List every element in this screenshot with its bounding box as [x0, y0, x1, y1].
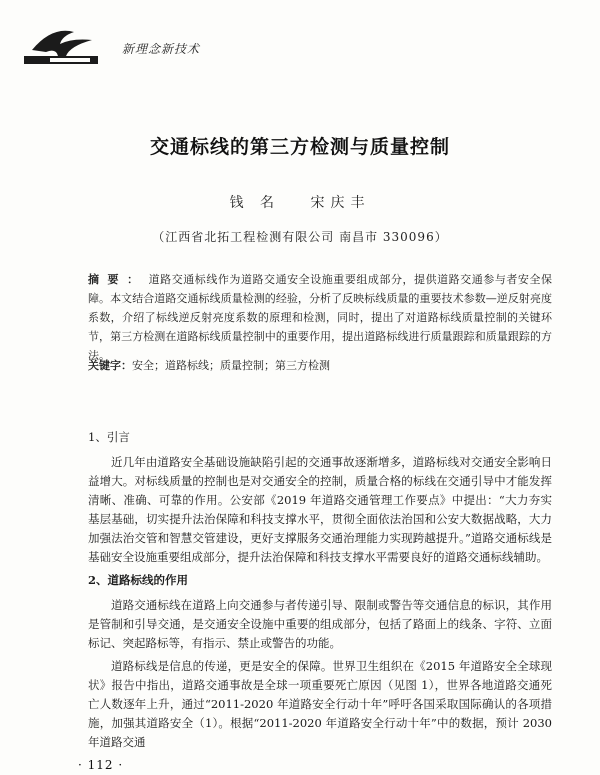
article-title: 交通标线的第三方检测与质量控制	[149, 136, 450, 158]
abstract-text: 道路交通标线作为道路交通安全设施重要组成部分，提供道路交通参与者安全保障。本文结合道路交通标线质量检测的经验，分析了反映标线质量的重要技术参数—逆反射亮度系数，介绍了标线逆反射亮度系数的原理和检测，同时，提出了对道路标线质量控制的关键环节，第三方检测在道路标线质量控制中的重要作用，提出道路标线进行质量跟踪和质量跟踪的方法。	[88, 273, 553, 362]
journal-logo	[22, 22, 102, 66]
abstract	[88, 270, 552, 365]
author-name: 钱 名	[229, 195, 280, 211]
paragraph: 近几年由道路安全基础设施缺陷引起的交通事故逐渐增多，道路标线对交通安全影响日益增大。对标线质量的控制也是对交通安全的控制，质量合格的标线在交通引导中才能发挥清晰、准确、可靠的作用。公安部《2019 年道路交通管理工作要点》中提出：“大力夯实基层基础，切实提升法治保障和科技支撑水平，贯彻全面依法治国和公安大数据战略，大力加强法治交管和智慧交管建设，更好支撑服务交通治理能力实现跨越提升。”道路交通标线是基础安全设施重要组成部分，提升法治保障和科技支撑水平需要良好的道路交通标线辅助。	[88, 455, 552, 564]
keywords-text: 安全；道路标线；质量控制；第三方检测	[132, 359, 330, 372]
section-heading: 1、引言	[88, 430, 130, 444]
page-header	[22, 22, 582, 72]
section-heading: 2、道路标线的作用	[88, 573, 189, 587]
abstract-label: 摘要：	[88, 273, 147, 286]
author-affiliation: （江西省北拓工程检测有限公司 南昌市 330096）	[152, 230, 448, 244]
author-name: 宋庆丰	[310, 195, 371, 211]
keywords-label: 关键字：	[88, 359, 132, 372]
keywords	[88, 357, 552, 373]
article-body	[88, 428, 552, 756]
page-number: · 112 ·	[78, 758, 124, 772]
paragraph: 道路标线是信息的传递，更是安全的保障。世界卫生组织在《2015 年道路安全全球现状》报告中指出，道路交通事故是全球一项重要死亡原因（见图 1），世界各地道路交通死亡人数逐年上升，通过“2011-2020 年道路安全行动十年”呼吁各国采取国际确认的各项措施，加强其道路安全（1）。根据“2011-2020 年道路安全行动十年”中的数据，预计 2030 年道路交通	[88, 659, 552, 749]
author-list	[0, 192, 600, 212]
paragraph: 道路交通标线在道路上向交通参与者传递引导、限制或警告等交通信息的标识，其作用是管制和引导交通，是交通安全设施中重要的组成部分，包括了路面上的线条、字符、立面标记、突起路标等，有指示、禁止或警告的功能。	[88, 598, 552, 650]
section-name: 新理念新技术	[122, 42, 201, 56]
